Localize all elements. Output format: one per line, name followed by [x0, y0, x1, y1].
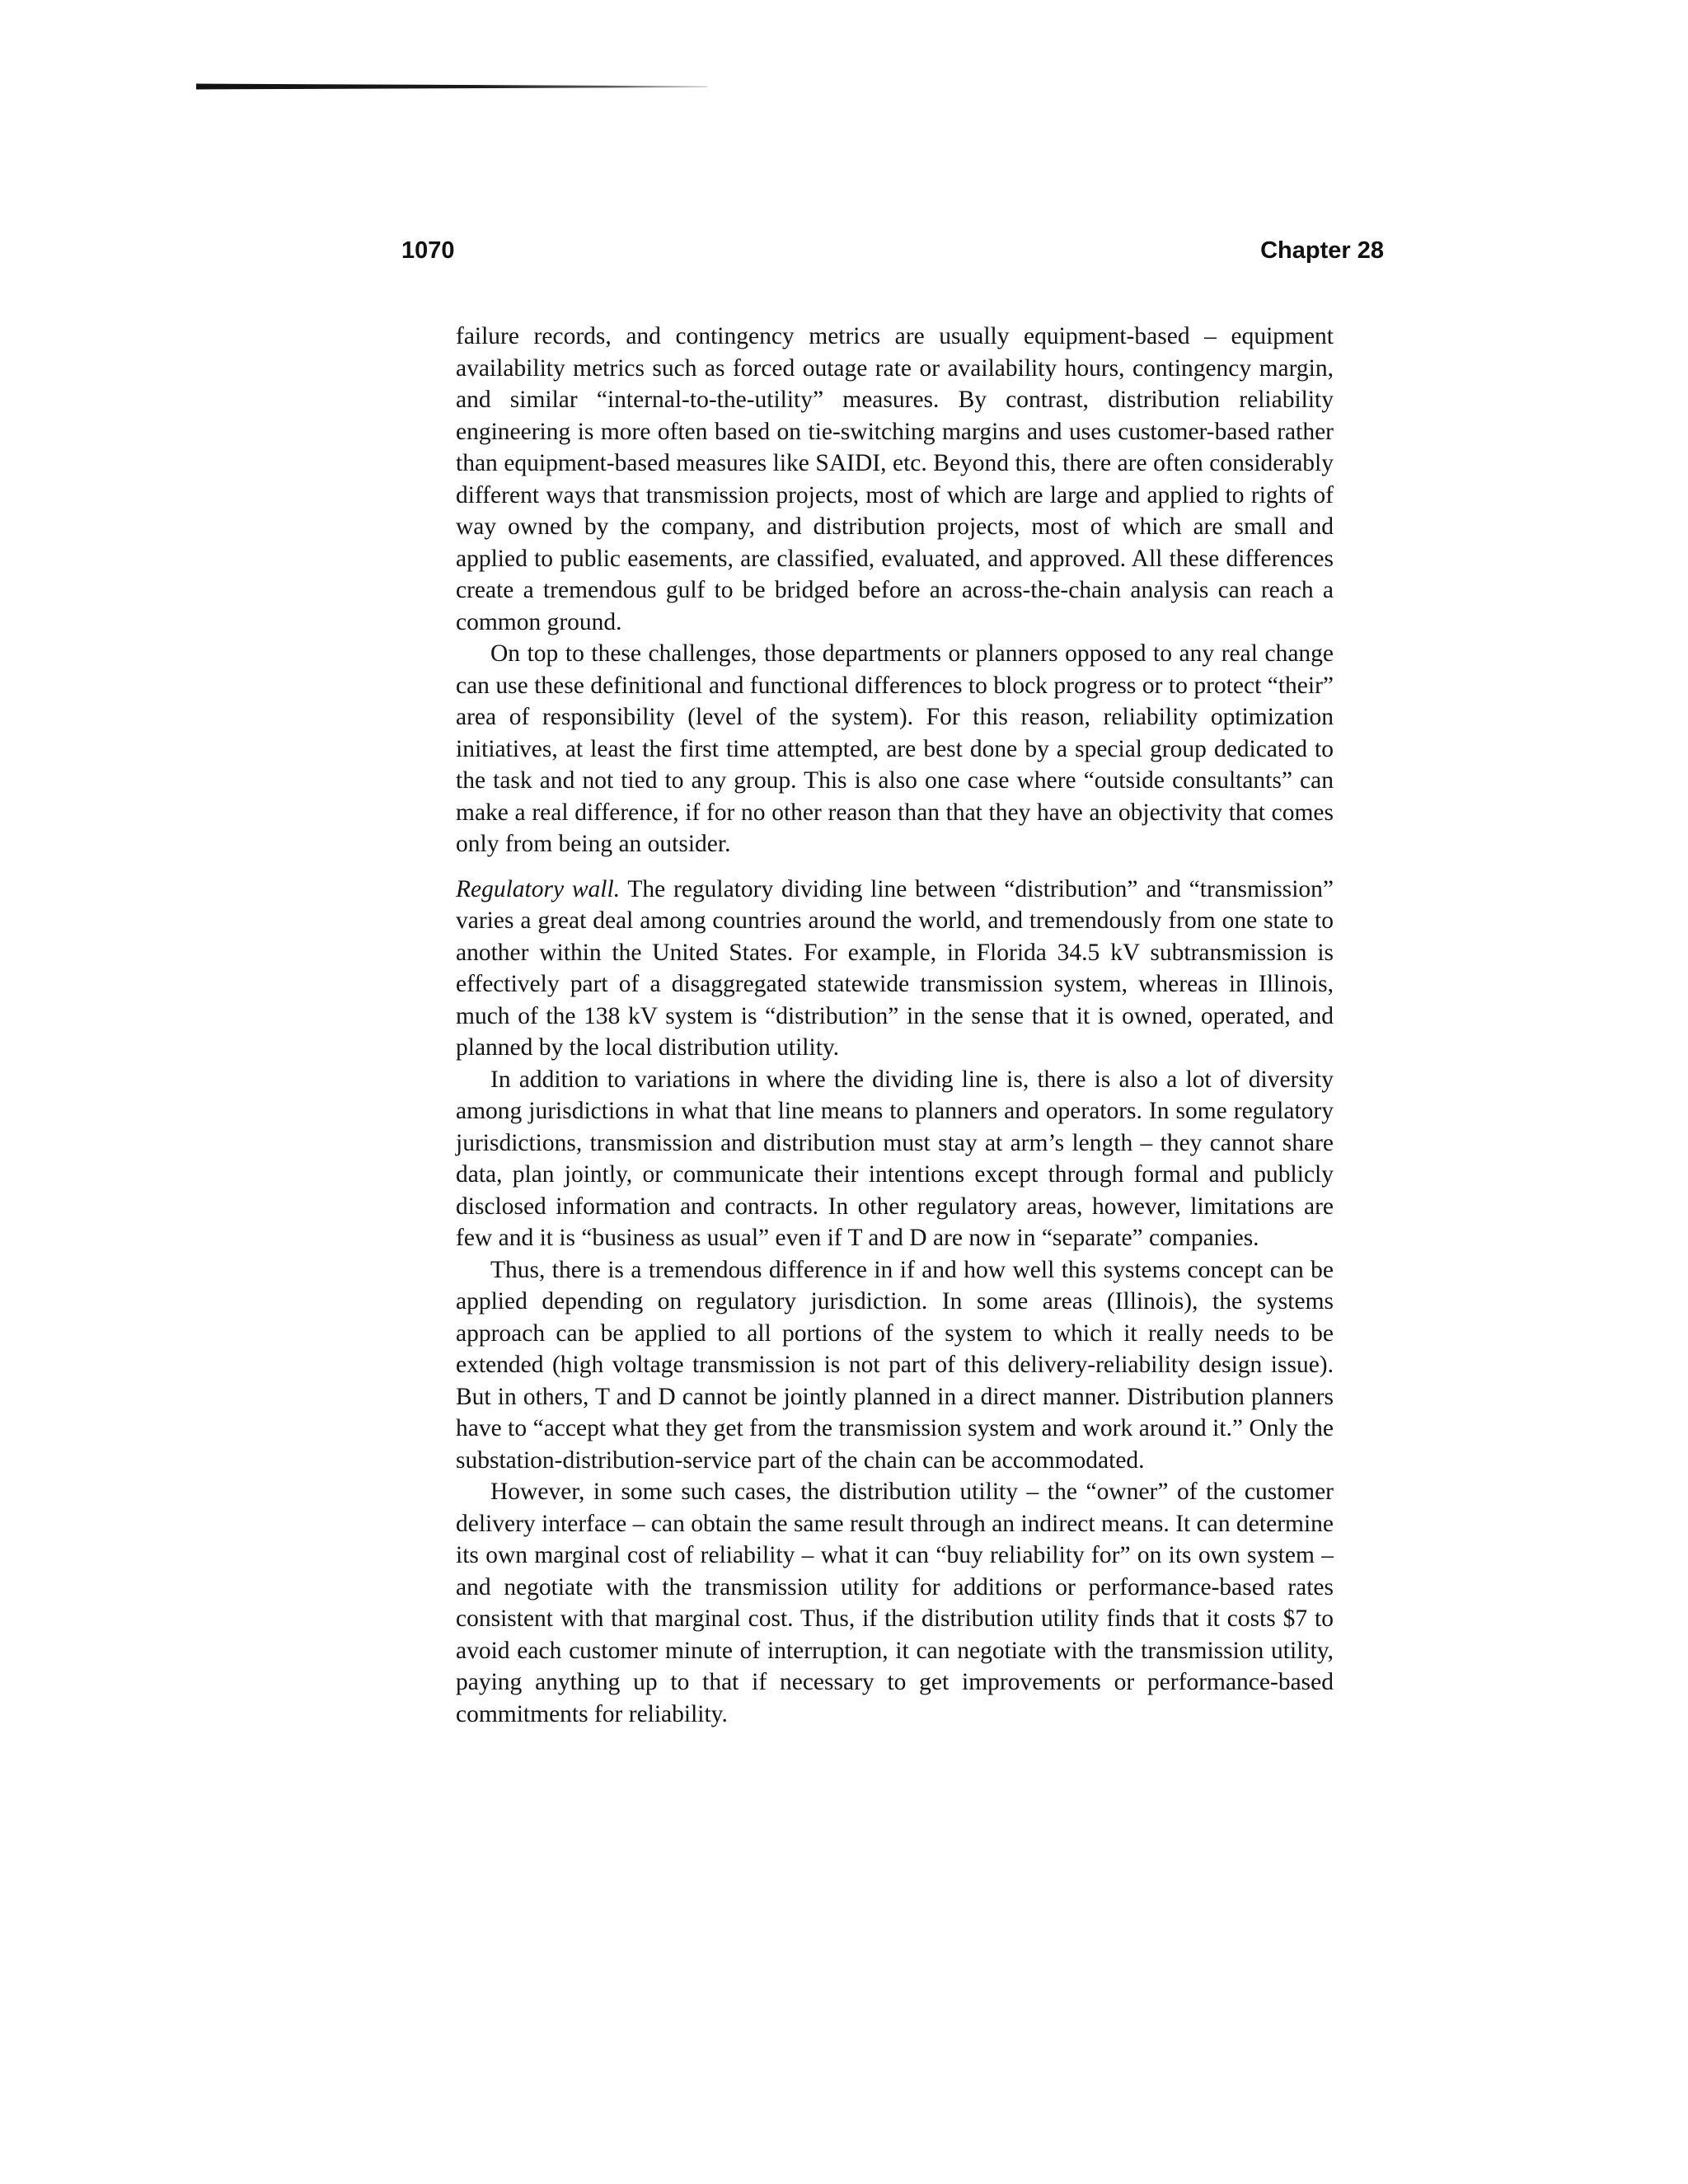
section-run-in-heading: Regulatory wall.	[456, 875, 621, 902]
scan-top-rule	[196, 82, 707, 91]
paragraph-challenges	[456, 638, 1334, 860]
paragraph-systems-concept	[456, 1254, 1334, 1477]
paragraph-regulatory-wall	[456, 874, 1334, 1064]
chapter-label: Chapter 28	[1260, 237, 1384, 264]
running-head	[401, 237, 1384, 270]
paragraph-text: failure records, and contingency metrics are usually equipment-based – equipment availability metrics such as forced outage rate or availability hours, contingency margin, and similar “internal-to-the-utility” measures. By contrast, distribution reliability engineering is more often based on tie-switching margins and uses customer-based rather than equipment-based measures like SAIDI, etc. Beyond this, there are often considerably different ways that transmission projects, most of which are large and applied to rights of way owned by the company, and distribution projects, most of which are small and applied to public easements, are classified, evaluated, and approved. All these differences create a tremendous gulf to be bridged before an across-the-chain analysis can reach a common ground.	[456, 323, 1334, 635]
page-number: 1070	[401, 237, 455, 264]
paragraph-text: On top to these challenges, those departments or planners opposed to any real change can use these definitional and functional differences to block progress or to protect “their” area of responsibility (level of the system). For this reason, reliability optimization initiatives, at least the first time attempted, are best done by a special group dedicated to the task and not tied to any group. This is also one case where “outside consultants” can make a real difference, if for no other reason than that they have an objectivity that comes only from being an outsider.	[456, 640, 1334, 857]
paragraph-text: The regulatory dividing line between “distribution” and “transmission” varies a great deal among countries around the world, and tremendously from one state to another within the United States. For example, in Florida 34.5 kV subtransmission is effectively part of a disaggregated statewide transmission system, whereas in Illinois, much of the 138 kV system is “distribution” in the sense that it is owned, operated, and planned by the local distribution utility.	[456, 875, 1334, 1061]
paragraph-dividing-line	[456, 1064, 1334, 1254]
paragraph-text: Thus, there is a tremendous difference in if and how well this systems concept can be applied depending on regulatory jurisdiction. In some areas (Illinois), the systems approach can be applied to all portions of the system to which it really needs to be extended (high voltage transmission is not part of this delivery-reliability design issue). But in others, T and D cannot be jointly planned in a direct manner. Distribution planners have to “accept what they get from the transmission system and work around it.” Only the substation-distribution-service part of the chain can be accommodated.	[456, 1256, 1334, 1474]
paragraph-indirect-means	[456, 1476, 1334, 1730]
paragraph-continuation	[456, 321, 1334, 638]
paragraph-text: However, in some such cases, the distribution utility – the “owner” of the customer delivery interface – can obtain the same result through an indirect means. It can determine its own marginal cost of reliability – what it can “buy reliability for” on its own system – and negotiate with the transmission utility for additions or performance-based rates consistent with that marginal cost. Thus, if the distribution utility finds that it costs $7 to avoid each customer minute of interruption, it can negotiate with the transmission utility, paying anything up to that if necessary to get improvements or performance-based commitments for reliability.	[456, 1479, 1334, 1727]
paragraph-text: In addition to variations in where the dividing line is, there is also a lot of diversity among jurisdictions in what that line means to planners and operators. In some regulatory jurisdictions, transmission and distribution must stay at arm’s length – they cannot share data, plan jointly, or communicate their intentions except through formal and publicly disclosed information and contracts. In other regulatory areas, however, limitations are few and it is “business as usual” even if T and D are now in “separate” companies.	[456, 1066, 1334, 1251]
body-text	[456, 321, 1334, 1730]
